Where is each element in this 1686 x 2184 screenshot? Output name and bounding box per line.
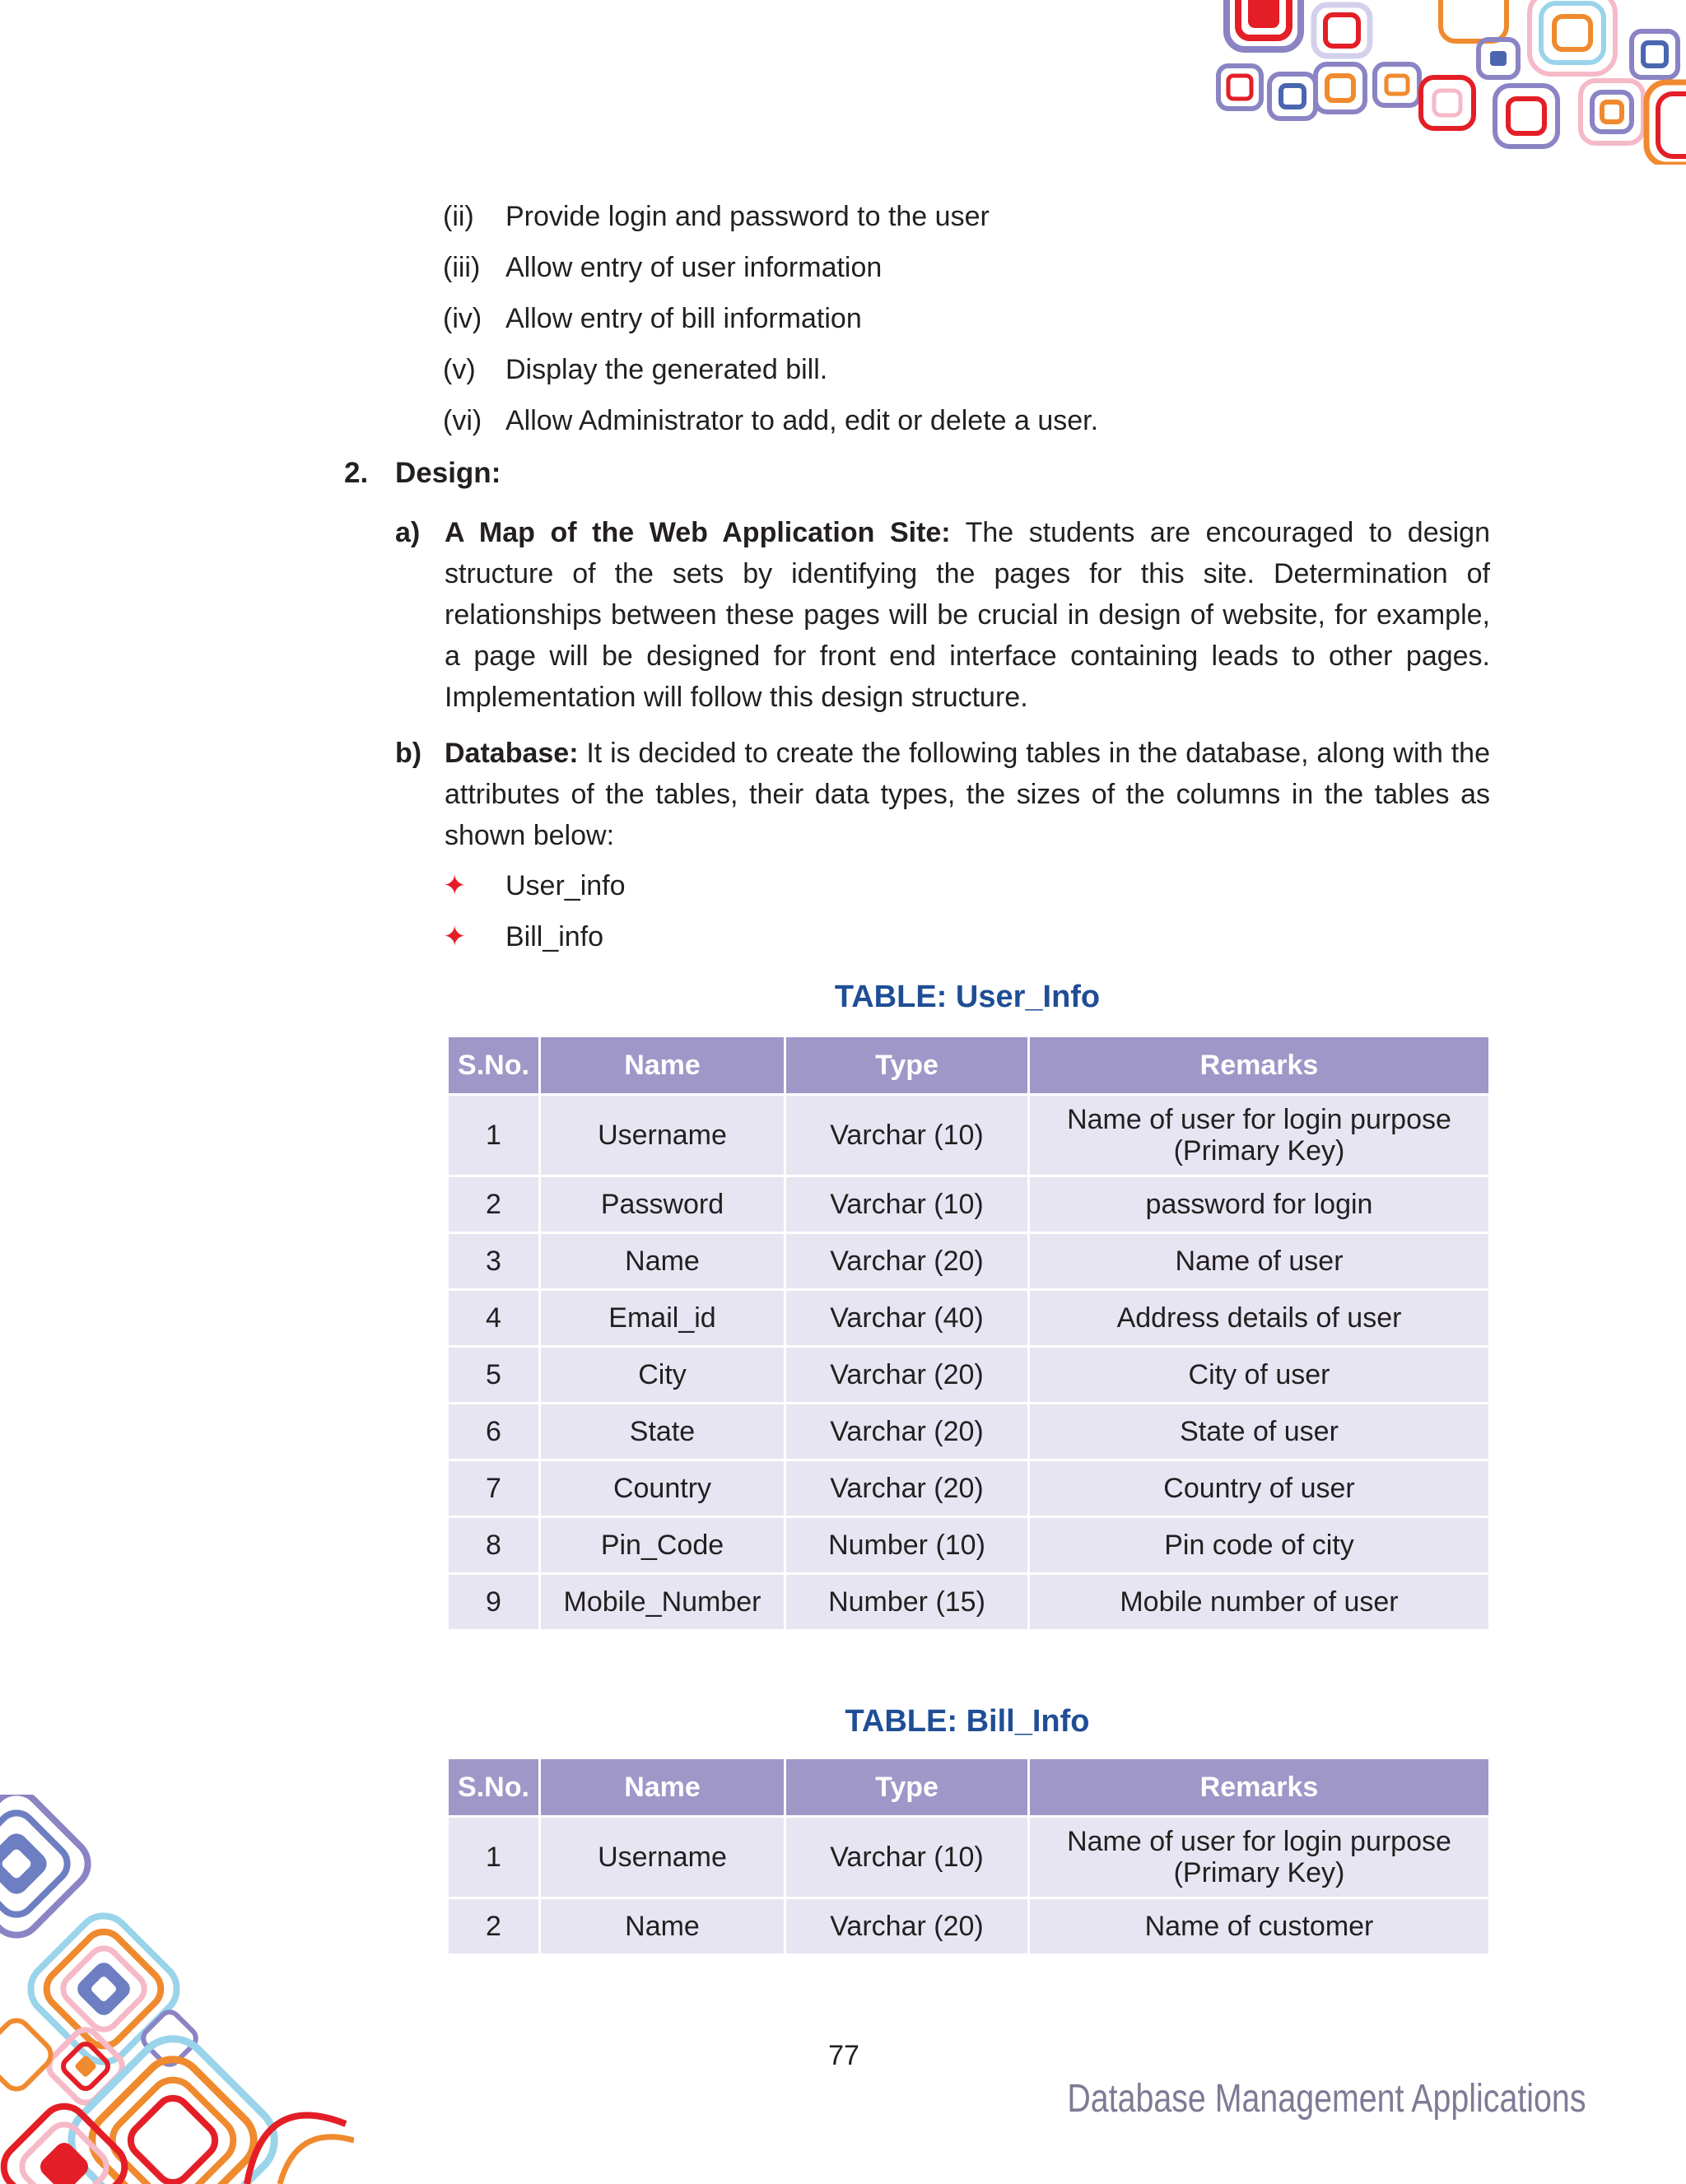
list-item-text: Allow Administrator to add, edit or delete a user. xyxy=(505,405,1099,436)
cell-name: Pin_Code xyxy=(540,1517,785,1574)
column-header-remarks: Remarks xyxy=(1029,1036,1490,1095)
cell-sno: 1 xyxy=(448,1817,540,1898)
column-header-name: Name xyxy=(540,1758,785,1817)
cell-type: Varchar (20) xyxy=(785,1898,1029,1955)
cell-type: Varchar (10) xyxy=(785,1095,1029,1176)
cell-sno: 5 xyxy=(448,1347,540,1404)
cell-type: Varchar (20) xyxy=(785,1233,1029,1290)
table-caption-user-info: TABLE: User_Info xyxy=(834,980,1101,1014)
paragraph-web-map xyxy=(395,512,1490,718)
list-item xyxy=(443,911,626,962)
list-item-number: (vi) xyxy=(443,405,482,436)
paragraph-database xyxy=(395,733,1490,856)
table-row xyxy=(448,1460,1490,1517)
list-item-text: User_info xyxy=(505,870,626,901)
paragraph-label: a) xyxy=(395,517,421,548)
cell-sno: 3 xyxy=(448,1233,540,1290)
cell-remarks: Name of user for login purpose (Primary Key) xyxy=(1029,1095,1490,1176)
cell-remarks: Name of user xyxy=(1029,1233,1490,1290)
cell-remarks: password for login xyxy=(1029,1176,1490,1233)
star-bullet-icon: ✦ xyxy=(443,921,467,952)
table-row xyxy=(448,1517,1490,1574)
cell-name: Country xyxy=(540,1460,785,1517)
list-item-text: Allow entry of user information xyxy=(505,252,883,283)
list-item xyxy=(443,293,1098,344)
cell-name: City xyxy=(540,1347,785,1404)
column-header-sno: S.No. xyxy=(448,1758,540,1817)
table-caption-bill-info: TABLE: Bill_Info xyxy=(845,1704,1090,1739)
list-item-number: (v) xyxy=(443,354,476,385)
list-item-number: (iii) xyxy=(443,252,481,283)
requirements-list xyxy=(443,191,1098,446)
column-header-sno: S.No. xyxy=(448,1036,540,1095)
cell-name: Name xyxy=(540,1898,785,1955)
cell-sno: 9 xyxy=(448,1574,540,1631)
cell-remarks: Name of customer xyxy=(1029,1898,1490,1955)
cell-sno: 8 xyxy=(448,1517,540,1574)
table-row xyxy=(448,1176,1490,1233)
cell-type: Number (10) xyxy=(785,1517,1029,1574)
column-header-name: Name xyxy=(540,1036,785,1095)
cell-sno: 7 xyxy=(448,1460,540,1517)
cell-name: Mobile_Number xyxy=(540,1574,785,1631)
cell-remarks: Mobile number of user xyxy=(1029,1574,1490,1631)
cell-remarks: Pin code of city xyxy=(1029,1517,1490,1574)
paragraph-bold-lead: Database: xyxy=(445,738,579,769)
cell-sno: 1 xyxy=(448,1095,540,1176)
list-item xyxy=(443,242,1098,293)
list-item xyxy=(443,191,1098,242)
table-row xyxy=(448,1233,1490,1290)
table-row xyxy=(448,1095,1490,1176)
cell-name: Name xyxy=(540,1233,785,1290)
cell-remarks: City of user xyxy=(1029,1347,1490,1404)
table-row xyxy=(448,1347,1490,1404)
section-number: 2. xyxy=(344,457,369,489)
corner-ornament-bottom-left xyxy=(0,1795,354,2184)
cell-name: Email_id xyxy=(540,1290,785,1347)
bill-info-table xyxy=(446,1757,1491,1956)
cell-remarks: State of user xyxy=(1029,1404,1490,1460)
list-item-text: Bill_info xyxy=(505,921,604,952)
table-row xyxy=(448,1817,1490,1898)
section-title: Design: xyxy=(395,457,501,489)
cell-type: Number (15) xyxy=(785,1574,1029,1631)
column-header-type: Type xyxy=(785,1036,1029,1095)
cell-name: Username xyxy=(540,1817,785,1898)
table-header-row xyxy=(448,1036,1490,1095)
table-bullet-list xyxy=(443,860,626,962)
paragraph-bold-lead: A Map of the Web Application Site: xyxy=(445,517,951,548)
cell-name: Username xyxy=(540,1095,785,1176)
cell-type: Varchar (10) xyxy=(785,1176,1029,1233)
list-item-number: (ii) xyxy=(443,201,474,232)
paragraph-text: It is decided to create the following tables in the database, along with the attributes of the tables, their data types, the sizes of the columns in the tables as shown below: xyxy=(445,738,1490,851)
corner-ornament-top-right xyxy=(1210,0,1686,165)
cell-name: State xyxy=(540,1404,785,1460)
footer-book-title: Database Management Applications xyxy=(1066,2077,1586,2121)
cell-sno: 4 xyxy=(448,1290,540,1347)
cell-type: Varchar (40) xyxy=(785,1290,1029,1347)
table-row xyxy=(448,1574,1490,1631)
paragraph-label: b) xyxy=(395,738,422,769)
cell-sno: 6 xyxy=(448,1404,540,1460)
cell-remarks: Name of user for login purpose (Primary Key) xyxy=(1029,1817,1490,1898)
section-heading xyxy=(344,457,501,490)
cell-remarks: Country of user xyxy=(1029,1460,1490,1517)
cell-type: Varchar (20) xyxy=(785,1347,1029,1404)
list-item xyxy=(443,395,1098,446)
star-bullet-icon: ✦ xyxy=(443,870,467,901)
cell-type: Varchar (20) xyxy=(785,1460,1029,1517)
column-header-remarks: Remarks xyxy=(1029,1758,1490,1817)
list-item-text: Allow entry of bill information xyxy=(505,303,862,334)
list-item xyxy=(443,344,1098,395)
cell-sno: 2 xyxy=(448,1176,540,1233)
cell-type: Varchar (20) xyxy=(785,1404,1029,1460)
table-header-row xyxy=(448,1758,1490,1817)
cell-remarks: Address details of user xyxy=(1029,1290,1490,1347)
list-item-number: (iv) xyxy=(443,303,482,334)
paragraph-text: The students are encouraged to design structure of the sets by identifying the pages for this site. Determination of relationships between these pages will be crucial in design of website, for example, a page will be designed for front end interface containing leads to other pages. Implementation will follow this design structure. xyxy=(445,517,1490,713)
page-number: 77 xyxy=(828,2040,859,2071)
cell-type: Varchar (10) xyxy=(785,1817,1029,1898)
user-info-table xyxy=(446,1035,1491,1632)
table-row xyxy=(448,1290,1490,1347)
column-header-type: Type xyxy=(785,1758,1029,1817)
list-item xyxy=(443,860,626,911)
table-row xyxy=(448,1898,1490,1955)
list-item-text: Display the generated bill. xyxy=(505,354,828,385)
cell-sno: 2 xyxy=(448,1898,540,1955)
list-item-text: Provide login and password to the user xyxy=(505,201,990,232)
table-row xyxy=(448,1404,1490,1460)
cell-name: Password xyxy=(540,1176,785,1233)
